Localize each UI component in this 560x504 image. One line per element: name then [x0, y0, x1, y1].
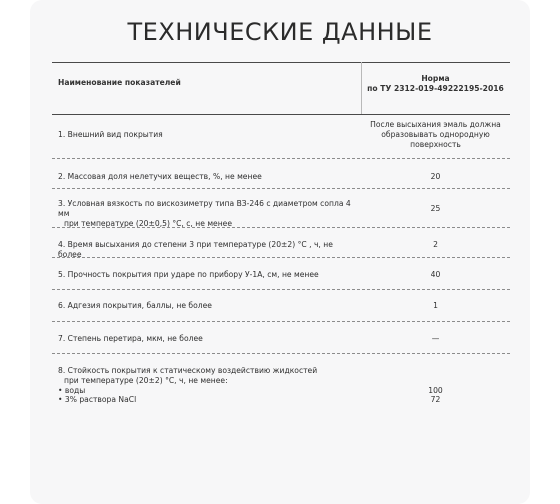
row-value: 2: [433, 240, 438, 249]
page-title: ТЕХНИЧЕСКИЕ ДАННЫЕ: [127, 18, 433, 46]
header-indicator-name: Наименование показателей: [58, 78, 181, 87]
row-name: 4. Время высыхания до степени 3 при температуре (20±2) °С , ч, не более: [58, 240, 333, 259]
row-name: 1. Внешний вид покрытия: [58, 130, 163, 139]
row-value: —: [431, 334, 440, 343]
row-value: 40: [430, 270, 441, 279]
row-divider: [52, 321, 510, 322]
row-divider: [52, 289, 510, 290]
row-name: 2. Массовая доля нелетучих веществ, %, не менее: [58, 172, 262, 181]
header-bottom-border: [52, 114, 510, 115]
row-divider: [52, 227, 510, 228]
table-top-border: [52, 62, 510, 63]
row-divider: [52, 353, 510, 354]
row-name: 5. Прочность покрытия при ударе по прибору У-1А, см, не менее: [58, 270, 319, 279]
row-divider: [52, 188, 510, 189]
row-value: 20: [430, 172, 441, 181]
row-name: 8. Стойкость покрытия к статическому воздействию жидкостей при температуре (20±2) °С, ч, не менее: • воды • 3% раствора NaCl: [58, 366, 318, 405]
row-value: После высыхания эмаль должна образовывать однородную поверхность: [370, 120, 501, 149]
row-value: 1: [433, 301, 438, 310]
header-norm-label: Норма: [421, 74, 450, 83]
header-norm-standard: по ТУ 2312-019-49222195-2016: [367, 83, 504, 93]
row-value: 25: [430, 204, 441, 213]
row-divider: [52, 158, 510, 159]
row-name: 3. Условная вязкость по вискозиметру типа ВЗ-246 с диаметром сопла 4 мм при температуре (20±0,5) °С, с, не менее: [58, 199, 351, 228]
row-name: 6. Адгезия покрытия, баллы, не более: [58, 301, 212, 310]
technical-data-card: [30, 0, 530, 504]
row-divider: [52, 257, 510, 258]
row-value: 100 72: [428, 385, 443, 405]
row-name: 7. Степень перетира, мкм, не более: [58, 334, 203, 343]
header-norm: [361, 74, 510, 93]
